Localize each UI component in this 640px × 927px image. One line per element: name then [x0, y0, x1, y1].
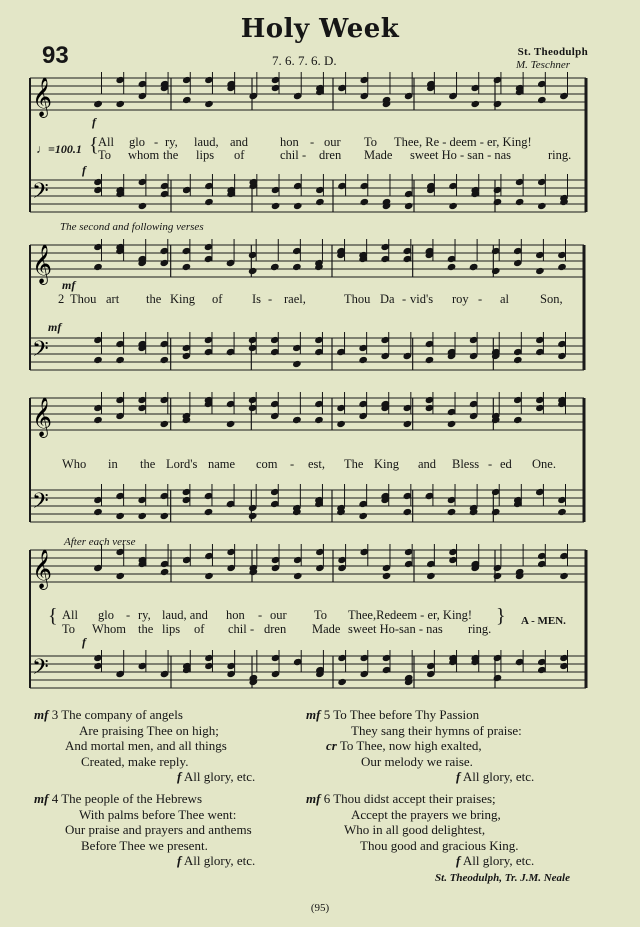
meter: 7. 6. 7. 6. D. [272, 53, 337, 68]
dynamic-mark: mf [34, 707, 49, 722]
note-head [537, 96, 547, 104]
syllable: Thee,Redeem - er, King! [348, 608, 473, 622]
treble-clef-icon: 𝄞 [32, 244, 53, 284]
note-head [425, 356, 435, 364]
note-head [204, 572, 214, 580]
note-head [160, 420, 170, 428]
note-head [469, 263, 479, 271]
verse-line: Before Thee we present. [81, 837, 208, 853]
syllable: - [258, 608, 263, 622]
note-head [93, 356, 103, 364]
note-head [447, 420, 457, 428]
syllable: Thee, Re - deem - er, King! [394, 135, 532, 149]
verse-line: Thou didst accept their praises; [333, 791, 496, 806]
note-head [557, 263, 567, 271]
note-head [271, 202, 281, 210]
syllable: ry, [138, 608, 151, 622]
bass-clef-icon: 𝄢 [32, 337, 49, 367]
verse-line: Our melody we raise. [361, 753, 473, 769]
dynamic-mark: f [456, 853, 461, 868]
syllable: - [268, 292, 273, 306]
note-head [226, 420, 236, 428]
syllable: roy [452, 292, 469, 306]
direction-after-each: After each verse [64, 536, 136, 548]
note-head [559, 572, 569, 580]
verse-number: 4 [51, 791, 59, 806]
verse-line: Created, make reply. [81, 753, 189, 769]
syllable: hon [226, 608, 245, 622]
verse-line: Thou good and gracious King. [360, 837, 519, 853]
refrain: All glory, etc. [183, 853, 256, 868]
verse-line: With palms before Thee went: [79, 806, 237, 822]
note-head [93, 100, 103, 108]
note-head [93, 263, 103, 271]
syllable: Is [252, 292, 262, 306]
note-head [537, 202, 547, 210]
dynamic-f: f [92, 115, 96, 129]
syllable: To [98, 148, 112, 162]
syllable: Thou [344, 292, 371, 306]
syllable: Whom [92, 622, 127, 636]
composer: M. Teschner [516, 59, 570, 71]
page-number: (95) [310, 902, 330, 914]
verse-number: 5 [323, 707, 331, 722]
note-head [204, 198, 214, 206]
syllable: the [146, 292, 162, 306]
syllable: ring. [548, 148, 572, 162]
note-head [138, 202, 148, 210]
syllable: and [230, 135, 249, 149]
note-head [493, 572, 503, 580]
syllable: com [256, 457, 278, 471]
verse-number: 2 [58, 292, 65, 306]
note-head [358, 356, 368, 364]
syllable: King [374, 457, 399, 471]
hymn-number: 93 [42, 42, 69, 69]
bass-clef-icon: 𝄢 [32, 489, 49, 519]
note-head [315, 198, 325, 206]
syllable: lips [162, 622, 181, 636]
syllable: Bless [452, 457, 480, 471]
syllable: Made [312, 622, 341, 636]
note-head [336, 420, 346, 428]
verse-line: Are praising Thee on high; [79, 722, 219, 738]
note-head [293, 202, 303, 210]
note-head [358, 512, 368, 520]
note-head [535, 267, 545, 275]
syllable: hon [280, 135, 299, 149]
note-head [515, 198, 525, 206]
syllable: glo [129, 135, 145, 149]
note-head [493, 674, 503, 682]
note-head [403, 420, 413, 428]
treble-clef-icon: 𝄞 [32, 397, 53, 437]
syllable: Thou [70, 292, 97, 306]
verse-number: 3 [51, 707, 59, 722]
verse-5 [306, 707, 606, 785]
syllable: - [126, 608, 131, 622]
syllable: the [138, 622, 154, 636]
syllable: All [98, 135, 114, 149]
verse-line: To Thee, now high exalted, [339, 738, 482, 753]
amen: A - MEN. [521, 615, 566, 627]
syllable: chil [228, 622, 247, 636]
note-head [248, 512, 258, 520]
dynamic-mf: mf [48, 320, 62, 334]
syllable: ring. [468, 622, 492, 636]
syllable: vid's [410, 292, 434, 306]
note-head [204, 508, 214, 516]
note-head [513, 356, 523, 364]
note-head [270, 263, 280, 271]
syllable: To [314, 608, 328, 622]
tune-name: St. Theodulph [517, 46, 588, 58]
dynamic-mark: mf [306, 791, 321, 806]
note-head [137, 512, 147, 520]
note-head [493, 198, 503, 206]
syllable: Lord's [166, 457, 198, 471]
note-head [314, 416, 324, 424]
note-head [491, 267, 501, 275]
verse-line: The people of the Hebrews [61, 791, 202, 806]
note-head [292, 416, 302, 424]
syllable: To [62, 622, 76, 636]
note-head [93, 416, 103, 424]
note-head [404, 202, 414, 210]
syllable: - [302, 148, 307, 162]
brace: { [89, 134, 99, 156]
note-head [337, 678, 347, 686]
syllable: dren [264, 622, 287, 636]
syllable: Son, [540, 292, 563, 306]
syllable: - [488, 457, 493, 471]
syllable: glo [98, 608, 114, 622]
note-head [160, 568, 170, 576]
dynamic-mark: cr [326, 738, 337, 753]
note-head [292, 360, 302, 368]
syllable: and [418, 457, 437, 471]
verse-4 [34, 791, 314, 869]
note-head [115, 356, 125, 364]
syllable: sweet Ho-san - nas [348, 622, 443, 636]
note-head [360, 198, 370, 206]
verse-line: To Thee before Thy Passion [333, 707, 480, 722]
syllable: laud, [194, 135, 219, 149]
direction-second-verses: The second and following verses [60, 221, 204, 233]
syllable: ed [500, 457, 512, 471]
verse-line: They sang their hymns of praise: [351, 722, 522, 738]
note-head [160, 356, 170, 364]
brace: { [48, 605, 58, 627]
note-head [447, 263, 457, 271]
dynamic-mf: mf [62, 278, 76, 292]
treble-clef-icon: 𝄞 [32, 549, 53, 589]
syllable: rael, [284, 292, 306, 306]
verse-6 [306, 791, 606, 869]
bass-clef-icon: 𝄢 [32, 655, 49, 685]
dynamic-mark: f [177, 853, 182, 868]
bass-clef-icon: 𝄢 [32, 179, 49, 209]
note-head [93, 508, 103, 516]
note-head [448, 202, 458, 210]
syllable: Who [62, 457, 87, 471]
syllable: ry, [165, 135, 178, 149]
syllable: King [170, 292, 195, 306]
tempo-mark: ♩=100.1 [36, 142, 82, 156]
note-head [204, 100, 214, 108]
hymn-section-title: Holy Week [240, 14, 400, 44]
syllable: est, [308, 457, 326, 471]
text-credit: St. Theodulph, Tr. J.M. Neale [435, 872, 570, 884]
note-head [115, 512, 125, 520]
note-head [557, 508, 567, 516]
treble-clef-icon: 𝄞 [32, 77, 53, 117]
syllable: - [250, 622, 255, 636]
note-head [248, 267, 258, 275]
syllable: our [270, 608, 287, 622]
note-head [160, 512, 170, 520]
note-head [513, 416, 523, 424]
verse-line: Accept the prayers we bring, [351, 806, 501, 822]
note-head [491, 508, 501, 516]
verse-3 [34, 707, 314, 785]
verse-line: And mortal men, and all things [65, 738, 227, 753]
verse-number: 6 [323, 791, 331, 806]
note-head [115, 100, 125, 108]
syllable: the [140, 457, 156, 471]
refrain: All glory, etc. [183, 769, 256, 784]
syllable: Made [364, 148, 393, 162]
syllable: - [154, 135, 159, 149]
dynamic-f: f [82, 635, 86, 649]
verse-line: Our praise and prayers and anthems [65, 822, 252, 837]
note-head [426, 572, 436, 580]
dynamic-mark: f [177, 769, 182, 784]
syllable: art [106, 292, 120, 306]
syllable: of [194, 622, 205, 636]
syllable: lips [196, 148, 215, 162]
syllable: laud, and [162, 608, 208, 622]
syllable: in [108, 457, 118, 471]
syllable: All [62, 608, 78, 622]
syllable: of [212, 292, 223, 306]
syllable: name [208, 457, 236, 471]
syllable: dren [319, 148, 342, 162]
dynamic-mark: f [456, 769, 461, 784]
syllable: the [163, 148, 179, 162]
verse-line: Who in all good delightest, [344, 822, 486, 837]
syllable: sweet Ho - san - nas [410, 148, 512, 162]
syllable: our [324, 135, 341, 149]
dynamic-f: f [82, 163, 86, 177]
verse-line: The company of angels [61, 707, 183, 722]
syllable: chil [280, 148, 299, 162]
syllable: whom [128, 148, 160, 162]
refrain: All glory, etc. [462, 853, 535, 868]
note-head [493, 100, 503, 108]
syllable: To [364, 135, 378, 149]
dynamic-mark: mf [306, 707, 321, 722]
note-head [182, 263, 192, 271]
syllable: - [478, 292, 483, 306]
syllable: The [344, 457, 364, 471]
syllable: One. [532, 457, 556, 471]
refrain: All glory, etc. [462, 769, 535, 784]
note-head [293, 572, 303, 580]
note-head [292, 263, 302, 271]
syllable: - [310, 135, 315, 149]
syllable: al [500, 292, 510, 306]
syllable: of [234, 148, 245, 162]
syllable: - [290, 457, 295, 471]
brace: } [496, 605, 506, 627]
note-head [182, 96, 192, 104]
syllable: - [402, 292, 407, 306]
note-head [115, 572, 125, 580]
dynamic-mark: mf [34, 791, 49, 806]
note-head [403, 508, 413, 516]
note-head [382, 572, 392, 580]
note-head [470, 100, 480, 108]
note-head [447, 508, 457, 516]
syllable: Da [380, 292, 395, 306]
